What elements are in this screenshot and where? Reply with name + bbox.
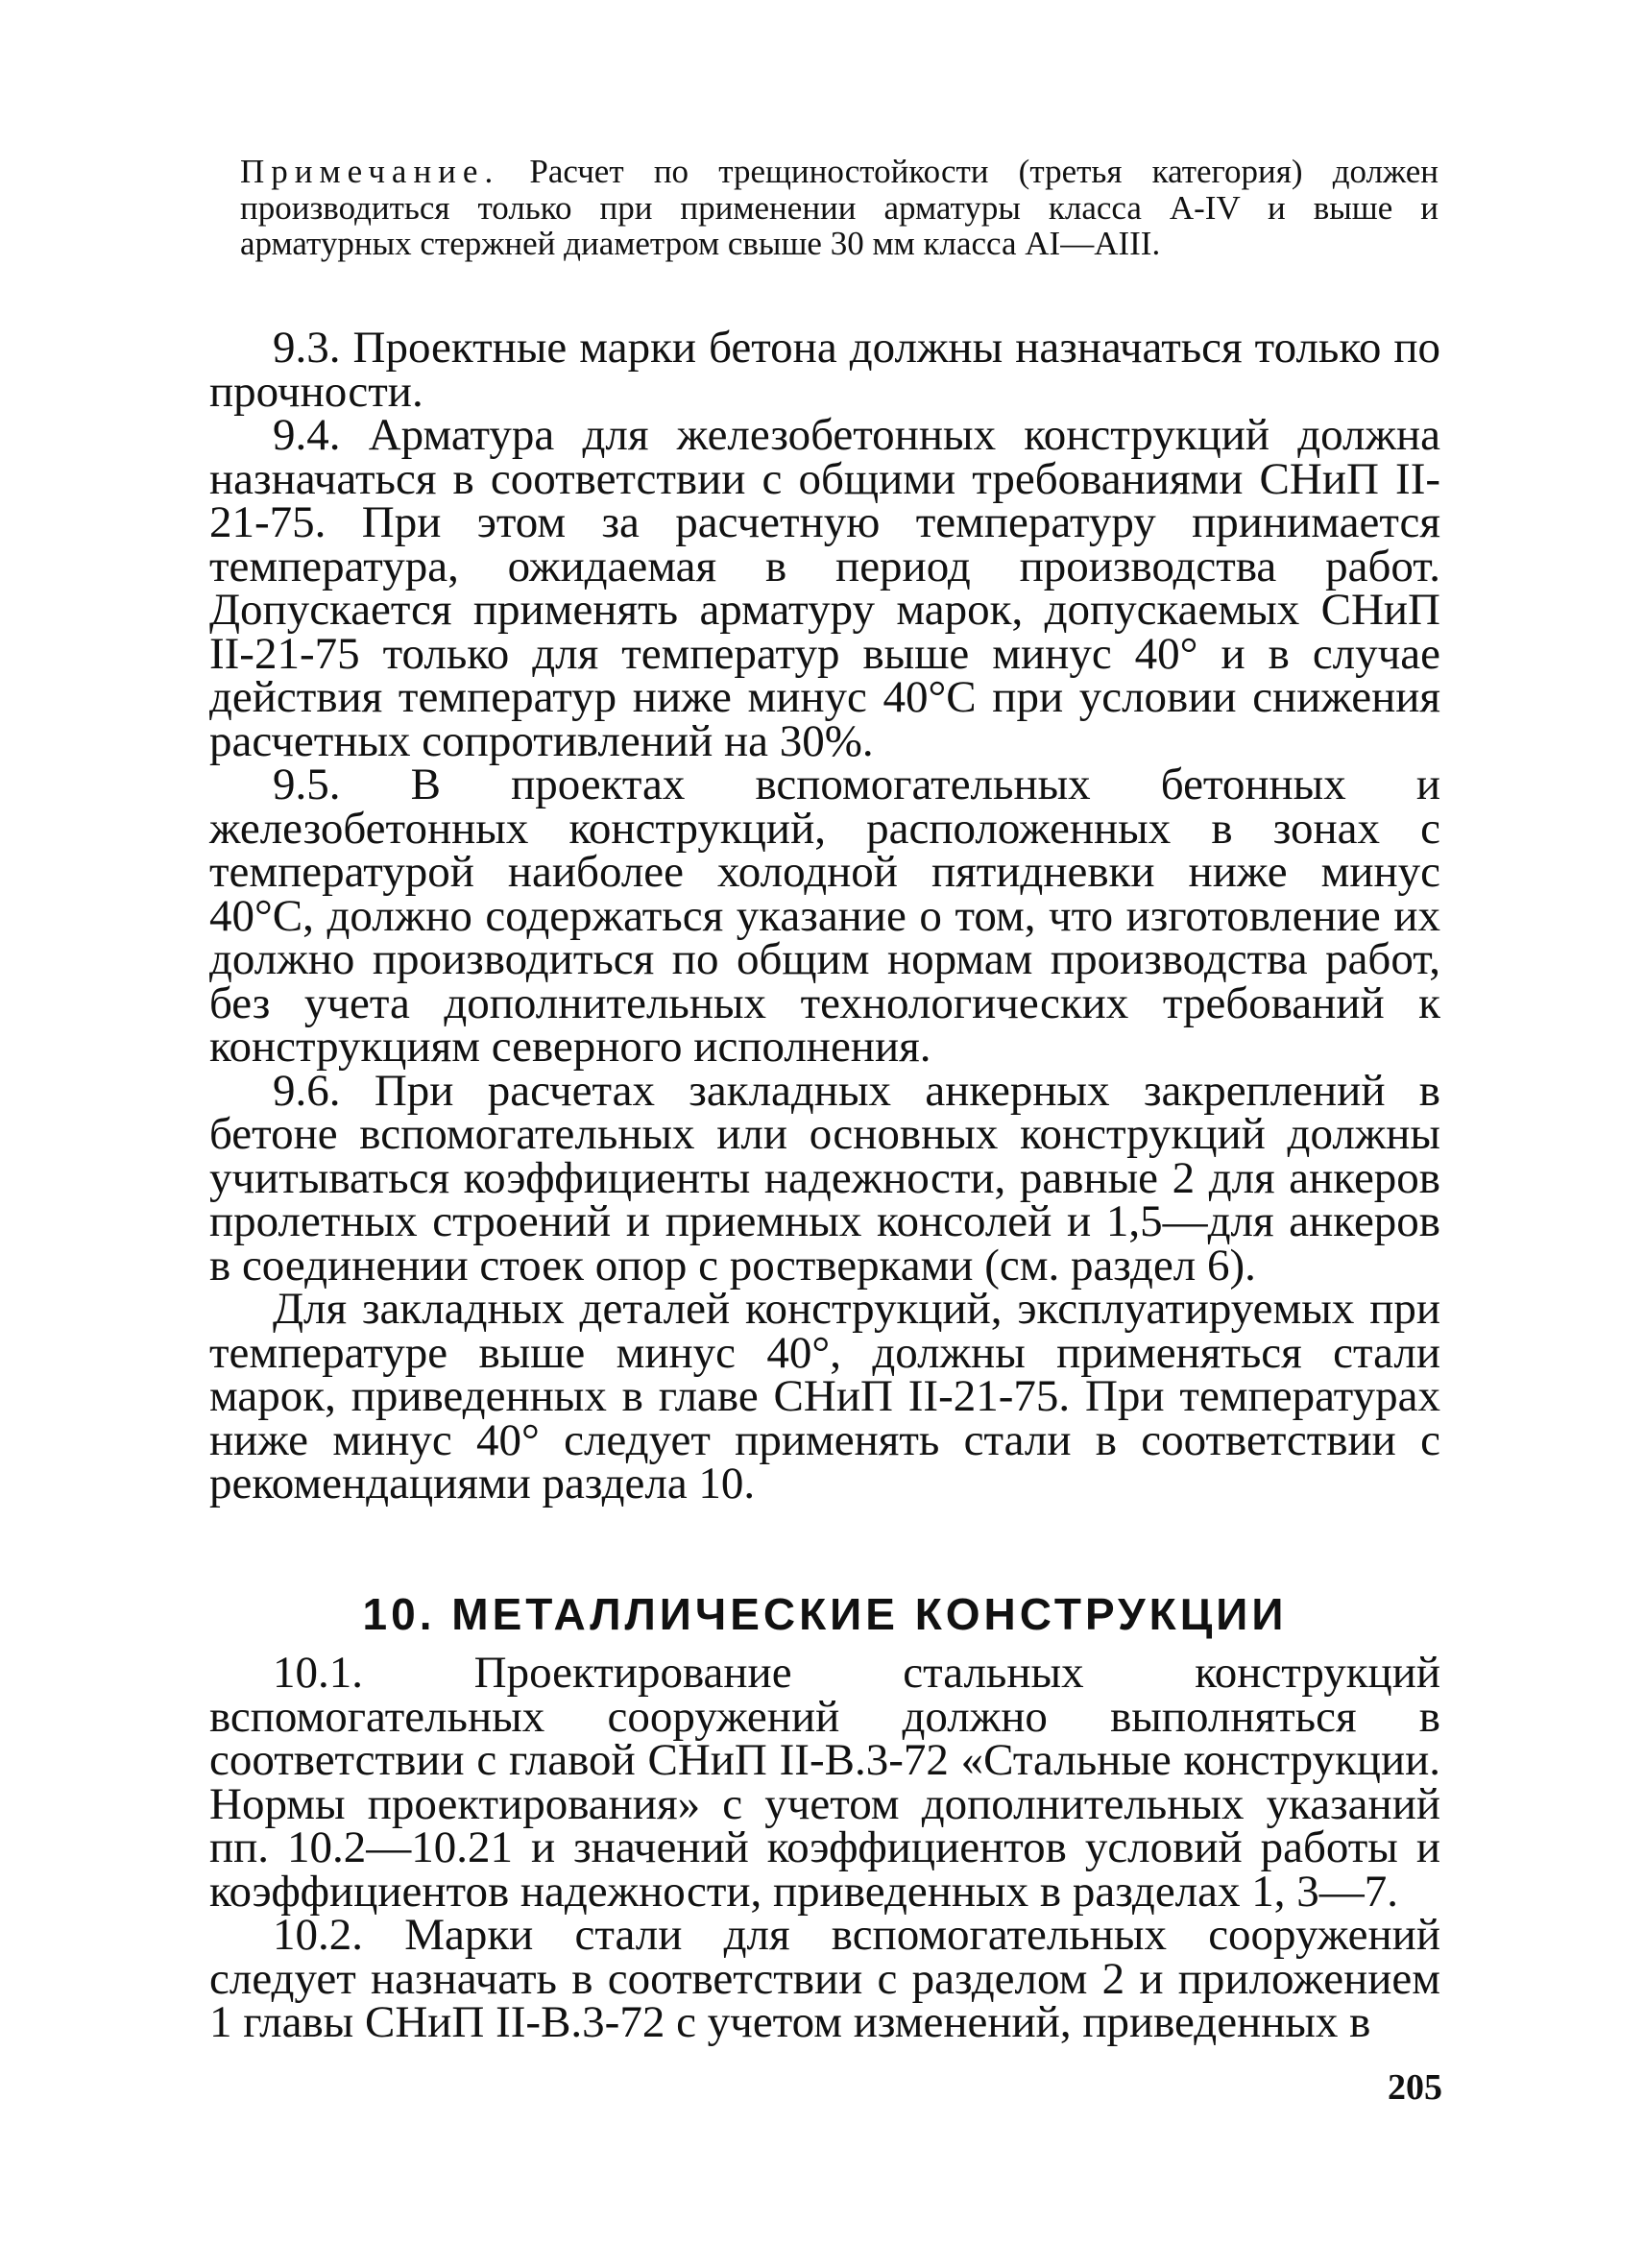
note-lead: Примечание. [240, 153, 500, 190]
section-10-heading: 10. МЕТАЛЛИЧЕСКИЕ КОНСТРУКЦИИ [362, 1589, 1288, 1639]
paragraph-9-6: 9.6. При расчетах закладных анкерных закреплений в бетоне вспомогательных или основных конструкций должны учитываться коэффициенты надежности, равные 2 для анкеров пролетных строений и приемных консолей и 1,5—для анкеров в соединении стоек опор с ростверками (см. раздел 6). [209, 1065, 1440, 1291]
paragraph-9-5: 9.5. В проектах вспомогательных бетонных и железобетонных конструкций, расположенных в зонах с температурой наиболее холодной пятидневки ниже минус 40°С, должно содержаться указание о том, что изготовление их должно производиться по общим нормам производства работ, без учета дополнительных технологических требований к конструкциям северного исполнения. [209, 760, 1440, 1072]
paragraph-9-4: 9.4. Арматура для железобетонных конструкций должна назначаться в соответствии с общими требованиями СНиП II-21-75. При этом за расчетную температуру принимается температура, ожидаемая в период производства работ. Допускается применять арматуру марок, допускаемых СНиП II-21-75 только для температур выше минус 40° и в случае действия температур ниже минус 40°С при условии снижения расчетных сопротивлений на 30%. [209, 410, 1440, 766]
page-number: 205 [1388, 2067, 1442, 2108]
paragraph-10-1: 10.1. Проектирование стальных конструкций вспомогательных сооружений должно выполняться в соответствии с главой СНиП II-В.3-72 «Стальные конструкции. Нормы проектирования» с учетом дополнительных указаний пп. 10.2—10.21 и значений коэффициентов условий работы и коэффициентов надежности, приведенных в разделах 1, 3—7. [209, 1648, 1440, 1917]
paragraph-10-2: 10.2. Марки стали для вспомогательных сооружений следует назначать в соответствии с разделом 2 и приложением 1 главы СНиП II-В.3-72 с учетом изменений, приведенных в [209, 1910, 1440, 2047]
paragraph-9-3: 9.3. Проектные марки бетона должны назначаться только по прочности. [209, 323, 1440, 417]
note-text: Расчет по трещиностойкости (третья категория) должен производиться только при применении арматуры класса A-IV и выше и арматурных стержней диаметром свыше 30 мм класса AI—AIII. [240, 153, 1438, 262]
section-9-body [209, 323, 1440, 1508]
paragraph-embedded-parts: Для закладных деталей конструкций, эксплуатируемых при температуре выше минус 40°, должны применяться стали марок, приведенных в главе СНиП II-21-75. При температурах ниже минус 40° следует применять стали в соответствии с рекомендациями раздела 10. [209, 1284, 1440, 1508]
section-10-body [209, 1648, 1440, 2047]
note-paragraph [240, 154, 1438, 262]
